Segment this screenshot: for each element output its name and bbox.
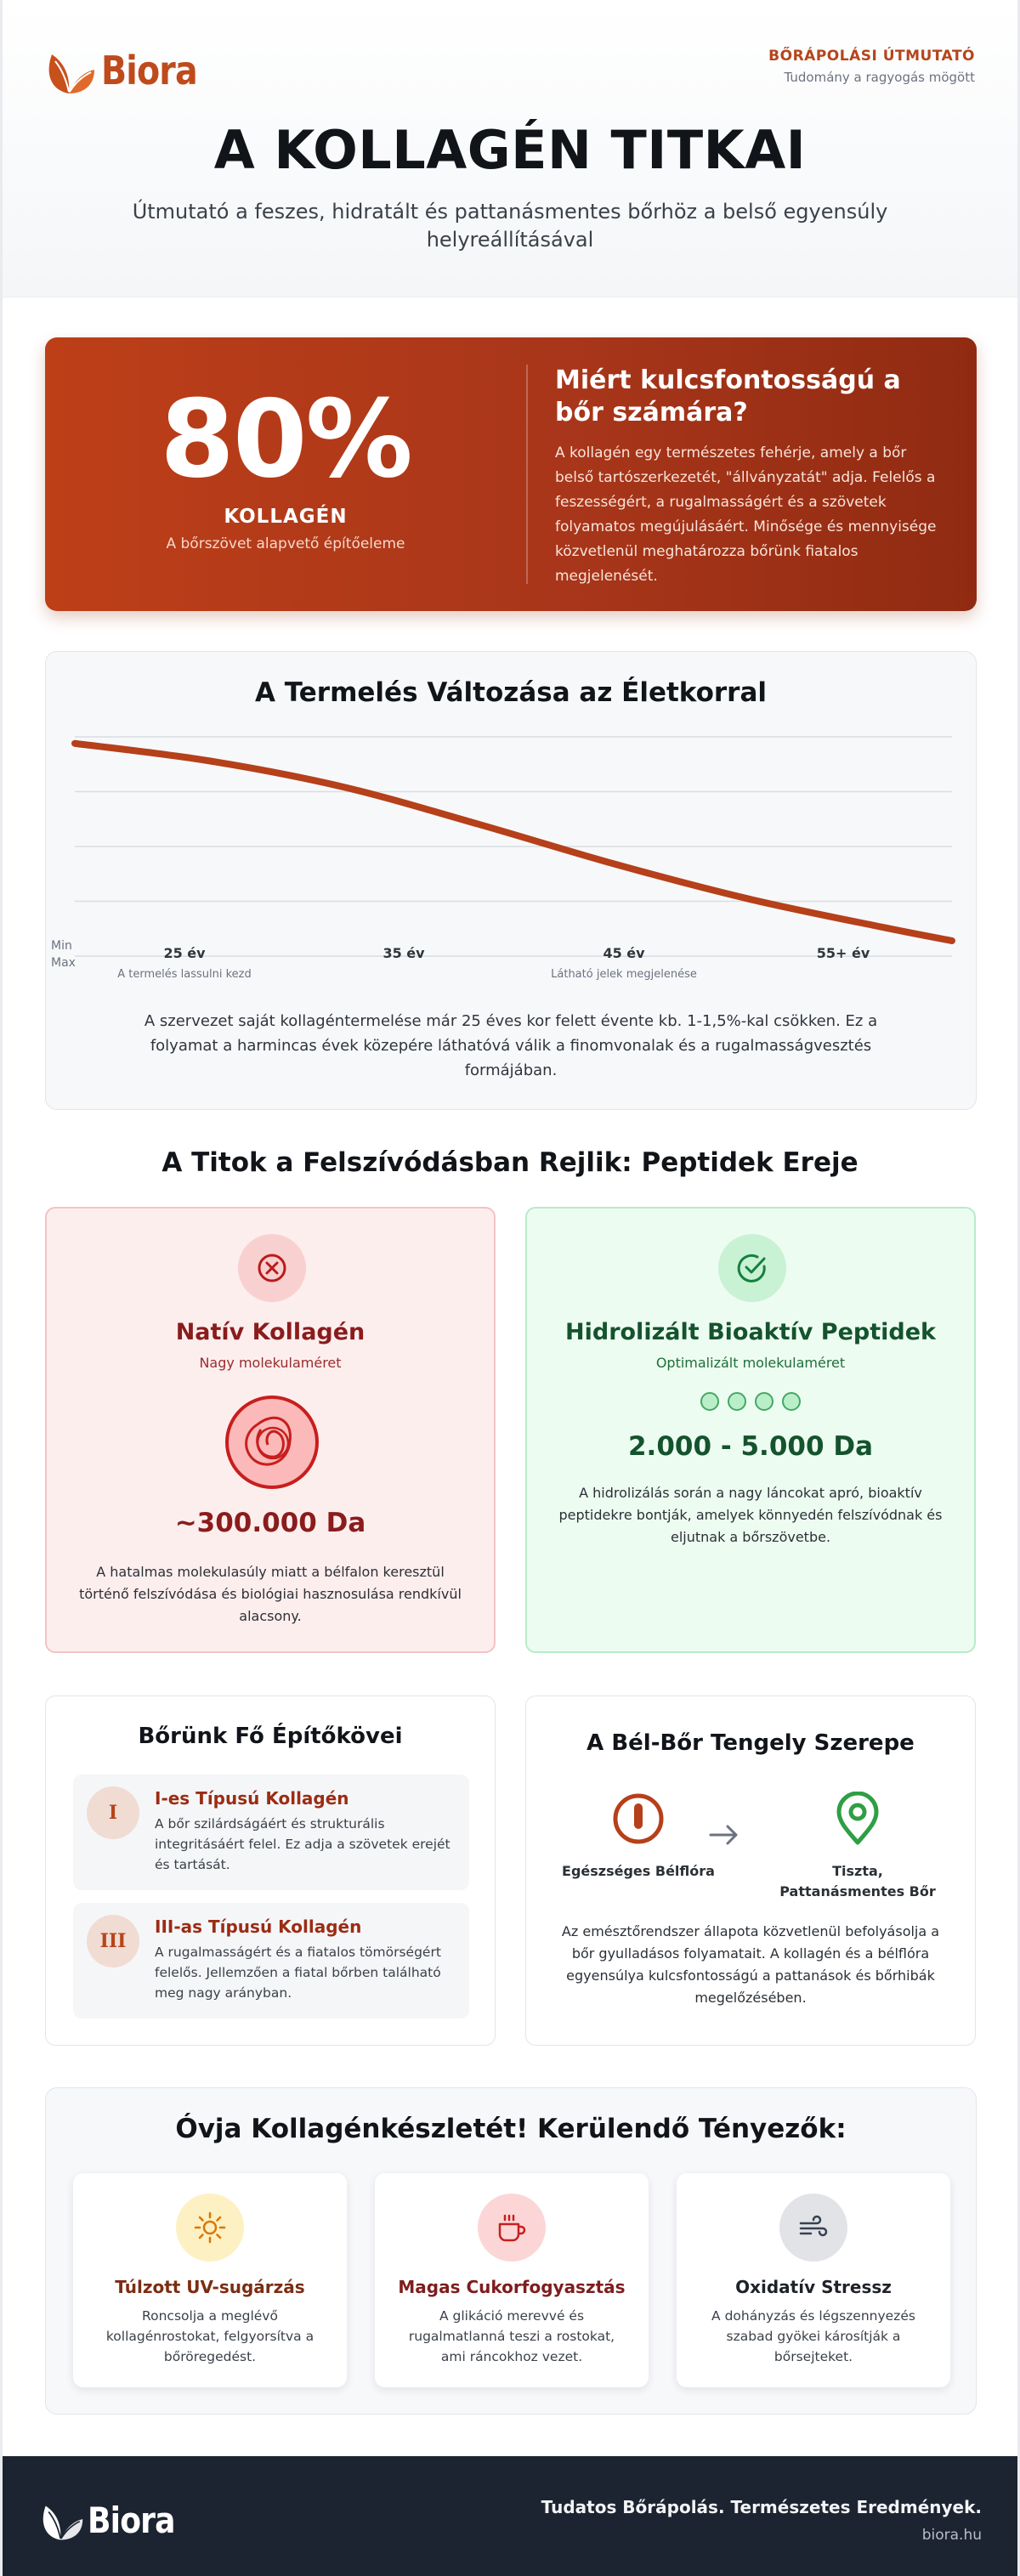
avoid-item-uv	[73, 2173, 347, 2387]
peptide-dot	[782, 1392, 801, 1411]
type-iii-badge: III	[87, 1915, 139, 1967]
hydrolyzed-peptides-card	[525, 1207, 976, 1653]
chart-title: A Termelés Változása az Életkorral	[254, 677, 768, 708]
gut-capsule-icon	[611, 1792, 666, 1846]
hydrolyzed-peptides-description: A hidrolizálás során a nagy láncokat apró, bioaktív peptidekre bontják, amelyek könnyedén felszívódnak és eljutnak a bőrszövetbe.	[558, 1485, 943, 1545]
y-axis-label-min: Min	[51, 939, 72, 953]
hero-question: Miért kulcsfontosságú a bőr számára?	[555, 365, 901, 427]
hero-stat-block	[45, 337, 526, 611]
native-collagen-weight: ~300.000 Da	[174, 1508, 366, 1538]
gut-skin-axis-card	[525, 1696, 976, 2046]
check-circle-icon	[718, 1234, 786, 1302]
map-pin-icon	[830, 1792, 885, 1846]
small-peptides-icon	[527, 1392, 974, 1411]
hero-stat-value: 80%	[160, 376, 411, 501]
large-molecule-icon	[224, 1394, 320, 1491]
x-tick-label: 35 év	[382, 945, 425, 961]
header	[3, 0, 1017, 297]
peptide-dot	[700, 1392, 719, 1411]
age-chart-card	[45, 651, 977, 1110]
x-tick-annotation: Látható jelek megjelenése	[551, 968, 697, 981]
collagen-types-title: Bőrünk Fő Építőkövei	[138, 1724, 403, 1749]
footer-url[interactable]: biora.hu	[921, 2527, 982, 2544]
x-tick-annotation: A termelés lassulni kezd	[117, 968, 252, 981]
hero-text-block	[555, 365, 949, 589]
hero-card	[45, 337, 977, 611]
hydrolyzed-peptides-weight: 2.000 - 5.000 Da	[627, 1431, 873, 1462]
avoid-item-text: A glikáció merevvé és rugalmatlanná teszi a rostokat, ami ráncokhoz vezet.	[408, 2308, 615, 2364]
sun-icon	[176, 2194, 244, 2262]
avoid-item-oxidative	[677, 2173, 950, 2387]
peptides-title: A Titok a Felszívódásban Rejlik: Peptidek Ereje	[162, 1147, 858, 1178]
collagen-type-item	[73, 1903, 469, 2018]
avoid-title: Óvja Kollagénkészletét! Kerülendő Tényezők:	[175, 2114, 847, 2144]
hero-stat-caption: A bőrszövet alapvető építőeleme	[166, 535, 405, 552]
leaf-logo-icon	[38, 2497, 84, 2543]
avoid-item-text: A dohányzás és légszennyezés szabad gyökei károsítják a bőrsejteket.	[711, 2308, 915, 2364]
age-chart	[46, 652, 978, 1009]
avoid-item-name: Túlzott UV-sugárzás	[115, 2277, 305, 2297]
hero-divider	[526, 365, 528, 584]
skin-node	[773, 1792, 943, 1902]
header-kicker: BŐRÁPOLÁSI ÚTMUTATÓ	[768, 48, 975, 65]
chart-description: A szervezet saját kollagéntermelése már 25 éves kor felett évente kb. 1-1,5%-kal csökken. Ez a folyamat a harmincas évek közepére láthatóvá válik a finomvonalak és a rugalmasságvesztés formájában.	[144, 1012, 878, 1079]
gut-skin-description: Az emésztőrendszer állapota közvetlenül befolyásolja a bőr gyulladásos folyamatait. A kollagén és a bélflóra egyensúlya kulcsfontosságú a pattanások és bőrhibák megelőzésében.	[561, 1923, 940, 2006]
page-title: A KOLLAGÉN TITKAI	[213, 119, 807, 181]
footer-logo[interactable]	[38, 2497, 189, 2543]
hero-text: A kollagén egy természetes fehérje, amely a bőr belső tartószerkezetét, "állványzatát" adja. Felelős a feszességért, a rugalmasságért és a szövetek folyamatos megújulásáért. Minősége és mennyisége közvetlenül meghatározza bőrünk fiatalos megjelenését.	[555, 444, 937, 585]
page-subtitle: Útmutató a feszes, hidratált és pattanásmentes bőrhöz a belső egyensúly helyreállításával	[132, 200, 888, 252]
infographic-sheet	[3, 0, 1017, 2576]
footer	[3, 2456, 1017, 2576]
native-collagen-subtitle: Nagy molekulaméret	[199, 1355, 342, 1371]
header-tagline: Tudomány a ragyogás mögött	[784, 70, 975, 85]
chart-series-line	[75, 744, 952, 941]
avoid-factors-card	[45, 2087, 977, 2415]
leaf-logo-icon	[43, 44, 96, 97]
type-i-badge: I	[87, 1786, 139, 1839]
footer-brand-name: Biora	[88, 2499, 175, 2541]
avoid-item-name: Oxidatív Stressz	[735, 2277, 892, 2297]
brand-logo[interactable]	[43, 44, 212, 97]
peptide-dot	[755, 1392, 774, 1411]
header-meta	[768, 48, 975, 85]
avoid-item-text: Roncsolja a meglévő kollagénrostokat, felgyorsítva a bőröregedést.	[105, 2308, 314, 2364]
avoid-item-name: Magas Cukorfogyasztás	[398, 2277, 626, 2297]
footer-tagline: Tudatos Bőrápolás. Természetes Eredmények.	[541, 2497, 982, 2517]
gut-skin-title: A Bél-Bőr Tengely Szerepe	[586, 1730, 915, 1756]
collagen-types-card	[45, 1696, 496, 2046]
wind-icon	[779, 2194, 847, 2262]
hero-stat-label: KOLLAGÉN	[224, 506, 348, 528]
collagen-type-item	[73, 1775, 469, 1890]
skin-label: Tiszta, Pattanásmentes Bőr	[779, 1863, 936, 1899]
gut-label: Egészséges Bélflóra	[562, 1863, 715, 1879]
hydrolyzed-peptides-name: Hidrolizált Bioaktív Peptidek	[565, 1319, 936, 1345]
collagen-type-name: III-as Típusú Kollagén	[155, 1916, 362, 1937]
collagen-type-text: A bőr szilárdságáért és strukturális integritásáért felel. Ez adja a szövetek erejét és tartását.	[155, 1816, 450, 1872]
x-circle-icon	[238, 1234, 306, 1302]
gut-node	[553, 1792, 723, 1882]
y-axis-label-max: Max	[51, 956, 76, 970]
collagen-type-text: A rugalmasságért és a fiatalos tömörségért felelős. Jellemzően a fiatal bőrben található meg nagy arányban.	[155, 1945, 441, 2001]
chart-gridlines	[75, 737, 952, 956]
collagen-type-name: I-es Típusú Kollagén	[155, 1788, 349, 1809]
x-tick-label: 45 év	[603, 945, 645, 961]
brand-name: Biora	[101, 48, 197, 93]
hydrolyzed-peptides-subtitle: Optimalizált molekulaméret	[655, 1355, 846, 1371]
native-collagen-card	[45, 1207, 496, 1653]
coffee-cup-icon	[478, 2194, 546, 2262]
native-collagen-description: A hatalmas molekulasúly miatt a bélfalon keresztül történő felszívódása és biológiai hasznosulása rendkívül alacsony.	[79, 1564, 462, 1624]
native-collagen-name: Natív Kollagén	[175, 1319, 366, 1345]
x-tick-label: 25 év	[163, 945, 206, 961]
x-tick-label: 55+ év	[816, 945, 870, 961]
chart-x-ticks	[117, 945, 870, 981]
arrow-right-icon	[707, 1822, 741, 1848]
avoid-item-sugar	[375, 2173, 649, 2387]
peptide-dot	[728, 1392, 746, 1411]
